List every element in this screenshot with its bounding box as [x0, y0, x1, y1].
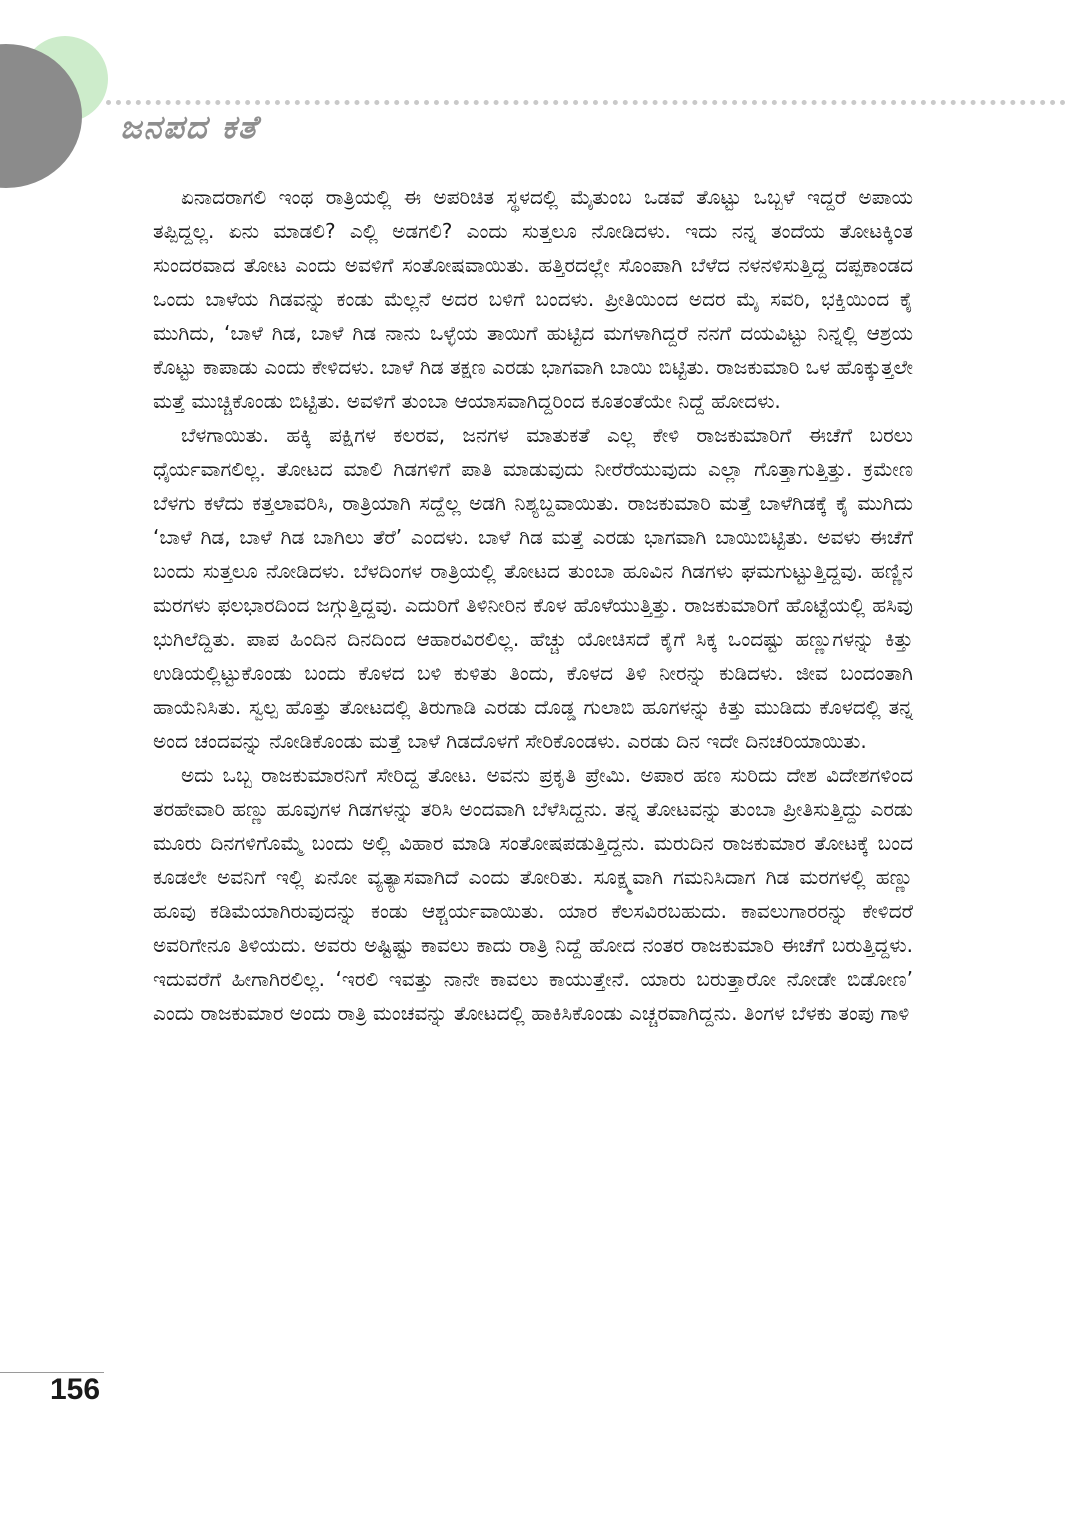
paragraph: ಬೆಳಗಾಯಿತು. ಹಕ್ಕಿ ಪಕ್ಷಿಗಳ ಕಲರವ, ಜನಗಳ ಮಾತುಕತೆ ಎಲ್ಲ ಕೇಳಿ ರಾಜಕುಮಾರಿಗೆ ಈಚೆಗೆ ಬರಲು ಧೈರ್ಯವಾಗಲಿಲ್ಲ. ತೋಟದ ಮಾಲಿ ಗಿಡಗಳಿಗೆ ಪಾತಿ ಮಾಡುವುದು ನೀರೆರೆಯುವುದು ಎಲ್ಲಾ ಗೊತ್ತಾಗುತ್ತಿತ್ತು. ಕ್ರಮೇಣ ಬೆಳಗು ಕಳೆದು ಕತ್ತಲಾವರಿಸಿ, ರಾತ್ರಿಯಾಗಿ ಸದ್ದೆಲ್ಲ ಅಡಗಿ ನಿಶ್ಯಬ್ದವಾಯಿತು. ರಾಜಕುಮಾರಿ ಮತ್ತೆ ಬಾಳೆಗಿಡಕ್ಕೆ ಕೈ ಮುಗಿದು ‘ಬಾಳೆ ಗಿಡ, ಬಾಳೆ ಗಿಡ ಬಾಗಿಲು ತೆರೆ’ ಎಂದಳು. ಬಾಳೆ ಗಿಡ ಮತ್ತೆ ಎರಡು ಭಾಗವಾಗಿ ಬಾಯಿಬಿಟ್ಟಿತು. ಅವಳು ಈಚೆಗೆ ಬಂದು ಸುತ್ತಲೂ ನೋಡಿದಳು. ಬೆಳದಿಂಗಳ ರಾತ್ರಿಯಲ್ಲಿ ತೋಟದ ತುಂಬಾ ಹೂವಿನ ಗಿಡಗಳು ಘಮಗುಟ್ಟುತ್ತಿದ್ದವು. ಹಣ್ಣಿನ ಮರಗಳು ಫಲಭಾರದಿಂದ ಜಗ್ಗುತ್ತಿದ್ದವು. ಎದುರಿಗೆ ತಿಳಿನೀರಿನ ಕೊಳ ಹೊಳೆಯುತ್ತಿತ್ತು. ರಾಜಕುಮಾರಿಗೆ ಹೊಟ್ಟೆಯಲ್ಲಿ ಹಸಿವು ಭುಗಿಲೆದ್ದಿತು. ಪಾಪ ಹಿಂದಿನ ದಿನದಿಂದ ಆಹಾರವಿರಲಿಲ್ಲ. ಹೆಚ್ಚು ಯೋಚಿಸದೆ ಕೈಗೆ ಸಿಕ್ಕ ಒಂದಷ್ಟು ಹಣ್ಣುಗಳನ್ನು ಕಿತ್ತು ಉಡಿಯಲ್ಲಿಟ್ಟುಕೊಂಡು ಬಂದು ಕೊಳದ ಬಳಿ ಕುಳಿತು ತಿಂದು, ಕೊಳದ ತಿಳಿ ನೀರನ್ನು ಕುಡಿದಳು. ಜೀವ ಬಂದಂತಾಗಿ ಹಾಯೆನಿಸಿತು. ಸ್ವಲ್ಪ ಹೊತ್ತು ತೋಟದಲ್ಲಿ ತಿರುಗಾಡಿ ಎರಡು ದೊಡ್ಡ ಗುಲಾಬಿ ಹೂಗಳನ್ನು ಕಿತ್ತು ಮುಡಿದು ಕೊಳದಲ್ಲಿ ತನ್ನ ಅಂದ ಚಂದವನ್ನು ನೋಡಿಕೊಂಡು ಮತ್ತೆ ಬಾಳೆ ಗಿಡದೊಳಗೆ ಸೇರಿಕೊಂಡಳು. ಎರಡು ದಿನ ಇದೇ ದಿನಚರಿಯಾಯಿತು.	[153, 423, 913, 753]
paragraph: ಏನಾದರಾಗಲಿ ಇಂಥ ರಾತ್ರಿಯಲ್ಲಿ ಈ ಅಪರಿಚಿತ ಸ್ಥಳದಲ್ಲಿ ಮೈತುಂಬ ಒಡವೆ ತೊಟ್ಟು ಒಬ್ಬಳೆ ಇದ್ದರೆ ಅಪಾಯ ತಪ್ಪಿದ್ದಲ್ಲ. ಏನು ಮಾಡಲಿ? ಎಲ್ಲಿ ಅಡಗಲಿ? ಎಂದು ಸುತ್ತಲೂ ನೋಡಿದಳು. ಇದು ನನ್ನ ತಂದೆಯ ತೋಟಕ್ಕಿಂತ ಸುಂದರವಾದ ತೋಟ ಎಂದು ಅವಳಿಗೆ ಸಂತೋಷವಾಯಿತು. ಹತ್ತಿರದಲ್ಲೇ ಸೊಂಪಾಗಿ ಬೆಳೆದ ನಳನಳಿಸುತ್ತಿದ್ದ ದಪ್ಪಕಾಂಡದ ಒಂದು ಬಾಳೆಯ ಗಿಡವನ್ನು ಕಂಡು ಮೆಲ್ಲನೆ ಅದರ ಬಳಿಗೆ ಬಂದಳು. ಪ್ರೀತಿಯಿಂದ ಅದರ ಮೈ ಸವರಿ, ಭಕ್ತಿಯಿಂದ ಕೈ ಮುಗಿದು, ‘ಬಾಳೆ ಗಿಡ, ಬಾಳೆ ಗಿಡ ನಾನು ಒಳ್ಳೆಯ ತಾಯಿಗೆ ಹುಟ್ಟಿದ ಮಗಳಾಗಿದ್ದರೆ ನನಗೆ ದಯವಿಟ್ಟು ನಿನ್ನಲ್ಲಿ ಆಶ್ರಯ ಕೊಟ್ಟು ಕಾಪಾಡು ಎಂದು ಕೇಳಿದಳು. ಬಾಳೆ ಗಿಡ ತಕ್ಷಣ ಎರಡು ಭಾಗವಾಗಿ ಬಾಯಿ ಬಿಟ್ಟಿತು. ರಾಜಕುಮಾರಿ ಒಳ ಹೊಕ್ಕುತ್ತಲೇ ಮತ್ತೆ ಮುಚ್ಚಿಕೊಂಡು ಬಿಟ್ಟಿತು. ಅವಳಿಗೆ ತುಂಬಾ ಆಯಾಸವಾಗಿದ್ದರಿಂದ ಕೂತಂತೆಯೇ ನಿದ್ದೆ ಹೋದಳು.	[153, 185, 913, 413]
story-body	[153, 180, 913, 1030]
paragraph: ಅದು ಒಬ್ಬ ರಾಜಕುಮಾರನಿಗೆ ಸೇರಿದ್ದ ತೋಟ. ಅವನು ಪ್ರಕೃತಿ ಪ್ರೇಮಿ. ಅಪಾರ ಹಣ ಸುರಿದು ದೇಶ ವಿದೇಶಗಳಿಂದ ತರಹೇವಾರಿ ಹಣ್ಣು ಹೂವುಗಳ ಗಿಡಗಳನ್ನು ತರಿಸಿ ಅಂದವಾಗಿ ಬೆಳೆಸಿದ್ದನು. ತನ್ನ ತೋಟವನ್ನು ತುಂಬಾ ಪ್ರೀತಿಸುತ್ತಿದ್ದು ಎರಡು ಮೂರು ದಿನಗಳಿಗೊಮ್ಮೆ ಬಂದು ಅಲ್ಲಿ ವಿಹಾರ ಮಾಡಿ ಸಂತೋಷಪಡುತ್ತಿದ್ದನು. ಮರುದಿನ ರಾಜಕುಮಾರ ತೋಟಕ್ಕೆ ಬಂದ ಕೂಡಲೇ ಅವನಿಗೆ ಇಲ್ಲಿ ಏನೋ ವ್ಯತ್ಯಾಸವಾಗಿದೆ ಎಂದು ತೋರಿತು. ಸೂಕ್ಷ್ಮವಾಗಿ ಗಮನಿಸಿದಾಗ ಗಿಡ ಮರಗಳಲ್ಲಿ ಹಣ್ಣು ಹೂವು ಕಡಿಮೆಯಾಗಿರುವುದನ್ನು ಕಂಡು ಆಶ್ಚರ್ಯವಾಯಿತು. ಯಾರ ಕೆಲಸವಿರಬಹುದು. ಕಾವಲುಗಾರರನ್ನು ಕೇಳಿದರೆ ಅವರಿಗೇನೂ ತಿಳಿಯದು. ಅವರು ಅಷ್ಟಿಷ್ಟು ಕಾವಲು ಕಾದು ರಾತ್ರಿ ನಿದ್ದೆ ಹೋದ ನಂತರ ರಾಜಕುಮಾರಿ ಈಚೆಗೆ ಬರುತ್ತಿದ್ದಳು. ಇದುವರೆಗೆ ಹೀಗಾಗಿರಲಿಲ್ಲ. ‘ಇರಲಿ ಇವತ್ತು ನಾನೇ ಕಾವಲು ಕಾಯುತ್ತೇನೆ. ಯಾರು ಬರುತ್ತಾರೋ ನೋಡೇ ಬಿಡೋಣ’ ಎಂದು ರಾಜಕುಮಾರ ಅಂದು ರಾತ್ರಿ ಮಂಚವನ್ನು ತೋಟದಲ್ಲಿ ಹಾಕಿಸಿಕೊಂಡು ಎಚ್ಚರವಾಗಿದ್ದನು. ತಿಂಗಳ ಬೆಳಕು ತಂಪು ಗಾಳಿ	[153, 763, 913, 1025]
header-dotted-rule	[106, 100, 1066, 105]
page-number: 156	[50, 1373, 101, 1406]
section-title: ಜನಪದ ಕತೆ	[120, 108, 259, 146]
